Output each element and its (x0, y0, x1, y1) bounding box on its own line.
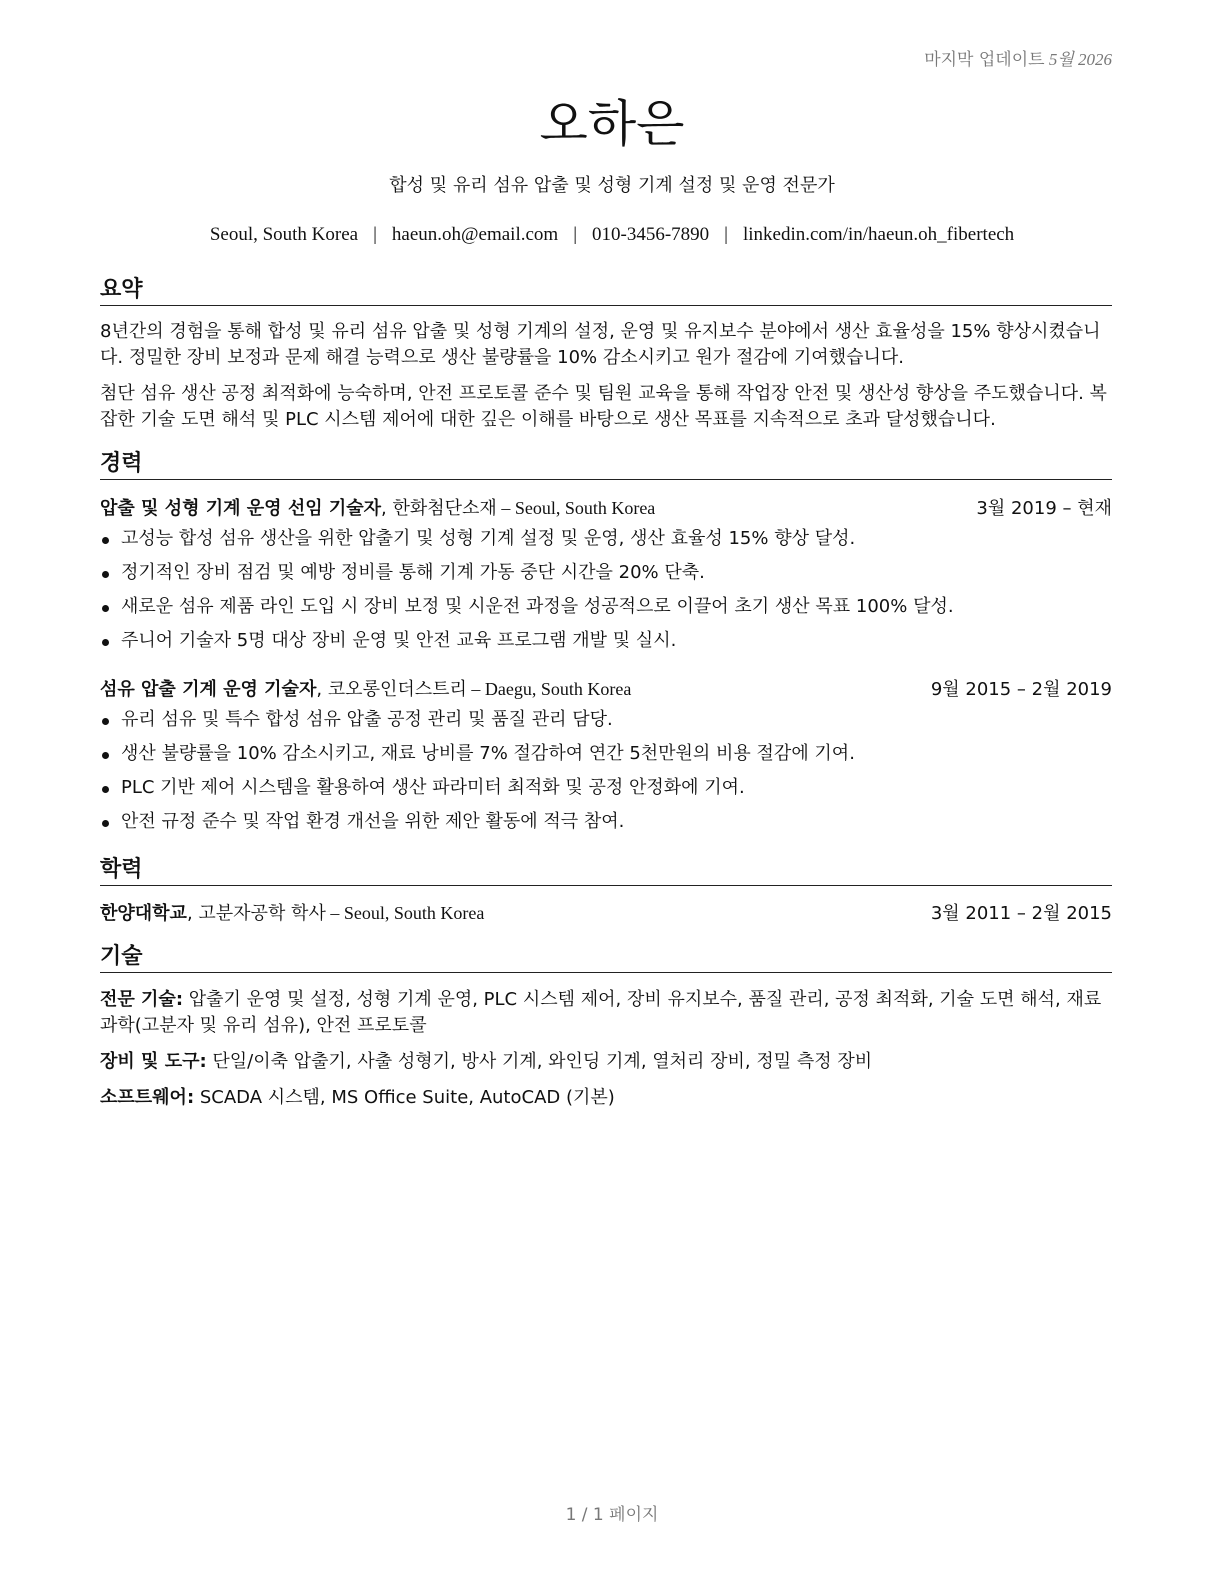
section-title-summary: 요약 (100, 276, 1112, 306)
skill-line (100, 987, 1112, 1039)
skill-value: 압출기 운영 및 설정, 성형 기계 운영, PLC 시스템 제어, 장비 유지보수, 품질 관리, 공정 최적화, 기술 도면 해석, 재료 과학(고분자 및 유리 섬유), 안전 프로토콜 (100, 989, 1102, 1036)
last-updated-date: 5월 2026 (1048, 50, 1112, 69)
summary-paragraph: 8년간의 경험을 통해 합성 및 유리 섬유 압출 및 성형 기계의 설정, 운영 및 유지보수 분야에서 생산 효율성을 15% 향상시켰습니다. 정밀한 장비 보정과 문제 해결 능력으로 생산 불량률을 10% 감소시키고 원가 절감에 기여했습니다. (100, 321, 1101, 368)
job-heading (100, 676, 631, 703)
summary-section (100, 276, 1112, 433)
last-updated (924, 45, 1112, 70)
list-item: 안전 규정 준수 및 작업 환경 개선을 위한 제안 활동에 적극 참여. (100, 809, 1112, 835)
skill-value: SCADA 시스템, MS Office Suite, AutoCAD (기본) (194, 1087, 615, 1108)
bullet-icon (102, 820, 109, 827)
bullet-icon (102, 571, 109, 578)
experience-section (100, 450, 1112, 843)
job-bullets (100, 707, 1112, 835)
education-section (100, 856, 1112, 927)
contact-separator: | (373, 224, 377, 245)
skills-section (100, 943, 1112, 1121)
contact-separator: | (724, 224, 728, 245)
section-title-skills: 기술 (100, 943, 1112, 973)
job-header (100, 495, 1112, 522)
contact-linkedin[interactable]: linkedin.com/in/haeun.oh_fibertech (742, 224, 1015, 245)
education-heading (100, 900, 484, 927)
contact-location: Seoul, South Korea (209, 224, 359, 245)
bullet-icon (102, 605, 109, 612)
education-location: – Seoul, South Korea (325, 903, 485, 923)
job-company: , 코오롱인더스트리 (316, 679, 467, 700)
section-title-experience: 경력 (100, 450, 1112, 480)
bullet-icon (102, 537, 109, 544)
page-footer: 1 / 1 페이지 (565, 1505, 659, 1525)
bullet-icon (102, 752, 109, 759)
list-item: 새로운 섬유 제품 라인 도입 시 장비 보정 및 시운전 과정을 성공적으로 이끌어 초기 생산 목표 100% 달성. (100, 594, 1112, 620)
bullet-icon (102, 786, 109, 793)
skill-label: 소프트웨어: (100, 1087, 195, 1108)
bullet-icon (102, 639, 109, 646)
list-item: 정기적인 장비 점검 및 예방 정비를 통해 기계 가동 중단 시간을 20% 단축. (100, 560, 1112, 586)
job-dates: 3월 2019 – 현재 (976, 498, 1112, 519)
contact-line (0, 224, 1224, 246)
job-role: 섬유 압출 기계 운영 기술자 (100, 679, 317, 700)
contact-separator: | (573, 224, 578, 245)
contact-phone: 010-3456-7890 (592, 224, 710, 245)
job-bullets (100, 526, 1112, 654)
list-item: 유리 섬유 및 특수 합성 섬유 압출 공정 관리 및 품질 관리 담당. (100, 707, 1112, 733)
education-school: 한양대학교 (100, 903, 187, 924)
skill-label: 전문 기술: (100, 989, 184, 1010)
list-item: 고성능 합성 섬유 생산을 위한 압출기 및 성형 기계 설정 및 운영, 생산 효율성 15% 향상 달성. (100, 526, 1112, 552)
job-heading (100, 495, 655, 522)
job-header (100, 676, 1112, 703)
skill-line (100, 1085, 1112, 1111)
job-company: , 한화첨단소재 (381, 498, 497, 519)
education-dates: 3월 2011 – 2월 2015 (930, 903, 1112, 924)
job-location: – Seoul, South Korea (496, 498, 656, 518)
summary-paragraph: 첨단 섬유 생산 공정 최적화에 능숙하며, 안전 프로토콜 준수 및 팀원 교육을 통해 작업장 안전 및 생산성 향상을 주도했습니다. 복잡한 기술 도면 해석 및 PLC 시스템 제어에 대한 깊은 이해를 바탕으로 생산 목표를 지속적으로 초과 달성했습니다. (100, 383, 1107, 430)
last-updated-label: 마지막 업데이트 (924, 50, 1045, 70)
headline: 합성 및 유리 섬유 압출 및 성형 기계 설정 및 운영 전문가 (389, 175, 835, 196)
contact-email[interactable]: haeun.oh@email.com (391, 224, 559, 245)
skill-label: 장비 및 도구: (100, 1051, 207, 1072)
job-role: 압출 및 성형 기계 운영 선임 기술자 (100, 498, 382, 519)
section-title-education: 학력 (100, 856, 1112, 886)
candidate-name: 오하은 (539, 95, 685, 153)
education-degree: , 고분자공학 학사 (186, 903, 326, 924)
list-item: 생산 불량률을 10% 감소시키고, 재료 낭비를 7% 절감하여 연간 5천만원의 비용 절감에 기여. (100, 741, 1112, 767)
skill-value: 단일/이축 압출기, 사출 성형기, 방사 기계, 와인딩 기계, 열처리 장비, 정밀 측정 장비 (206, 1051, 873, 1072)
list-item: 주니어 기술자 5명 대상 장비 운영 및 안전 교육 프로그램 개발 및 실시. (100, 628, 1112, 654)
job-dates: 9월 2015 – 2월 2019 (930, 679, 1112, 700)
job-location: – Daegu, South Korea (466, 679, 632, 699)
education-row (100, 900, 1112, 927)
skill-line (100, 1049, 1112, 1075)
bullet-icon (102, 718, 109, 725)
list-item: PLC 기반 제어 시스템을 활용하여 생산 파라미터 최적화 및 공정 안정화에 기여. (100, 775, 1112, 801)
